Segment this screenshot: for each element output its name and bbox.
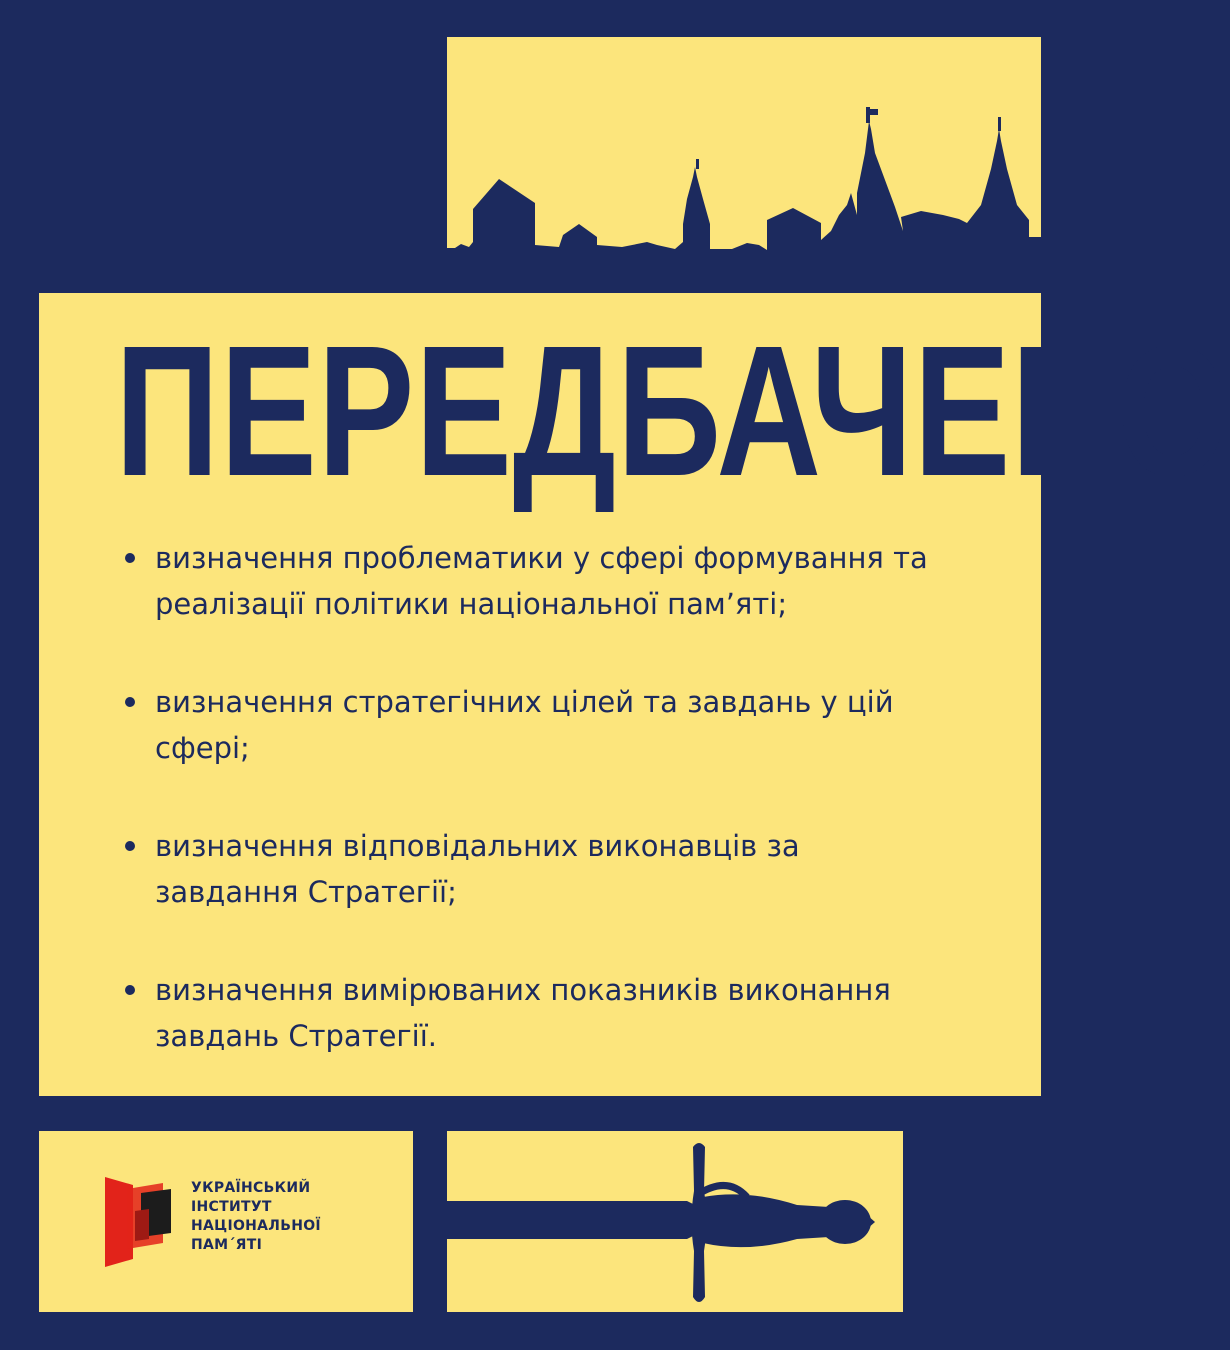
logo-panel — [39, 1131, 413, 1312]
bullet-icon — [125, 841, 135, 851]
logo-line: ПАМ´ЯТІ — [191, 1237, 263, 1253]
bullet-list — [125, 535, 975, 1059]
main-panel — [39, 293, 1230, 1096]
list-item — [125, 967, 975, 1059]
list-item — [125, 679, 975, 771]
bullet-icon — [125, 553, 135, 563]
page-title: ПЕРЕДБАЧЕНО — [115, 308, 1230, 515]
list-item-line: визначення проблематики у сфері формування та — [155, 541, 928, 575]
bullet-icon — [125, 985, 135, 995]
list-item-line: визначення стратегічних цілей та завдань у цій — [155, 685, 894, 719]
list-item-line: реалізації політики національної пам’яті; — [155, 587, 788, 621]
bullet-icon — [125, 697, 135, 707]
list-item — [125, 823, 975, 915]
skyline-panel — [447, 37, 1041, 253]
castle-skyline-icon — [447, 37, 1041, 253]
logo-line: ІНСТИТУТ — [191, 1199, 272, 1215]
uinp-logo-icon — [105, 1173, 183, 1267]
sword-icon — [447, 1131, 903, 1312]
logo-text — [191, 1179, 391, 1255]
list-item-line: сфері; — [155, 731, 250, 765]
list-item — [125, 535, 975, 627]
list-item-line: визначення вимірюваних показників виконання — [155, 973, 891, 1007]
list-item-line: завдань Стратегії. — [155, 1019, 437, 1053]
list-item-line: завдання Стратегії; — [155, 875, 457, 909]
logo-line: УКРАЇНСЬКИЙ — [191, 1180, 311, 1196]
list-item-line: визначення відповідальних виконавців за — [155, 829, 800, 863]
sword-panel — [447, 1131, 903, 1312]
logo-line: НАЦІОНАЛЬНОЇ — [191, 1218, 321, 1234]
